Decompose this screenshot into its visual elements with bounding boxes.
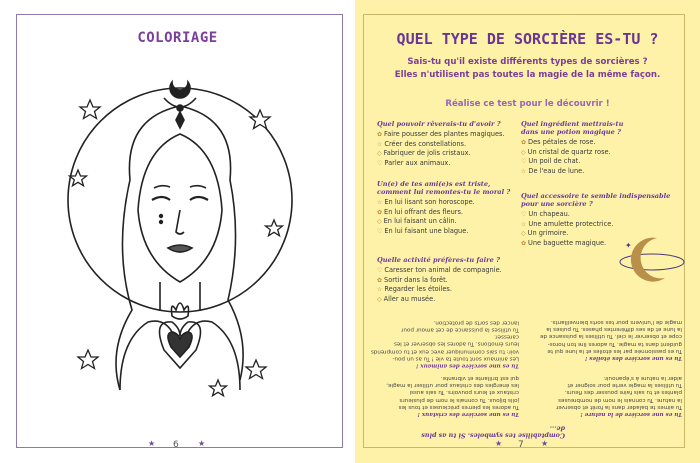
symbol-icon: ◇ (521, 230, 526, 238)
symbol-icon: ◇ (521, 148, 526, 156)
symbol-icon: ✿ (521, 239, 527, 247)
page-number-star-icon: ★ (198, 439, 206, 448)
symbol-icon: ☆ (377, 199, 383, 206)
answer-block: Tu es une sorcière de la nature ! Tu aimes te balader dans la forêt et observer la nature. Tu connais le nom de nombreuses plantes et tu sais faire pousser des fleurs. Tu utilises la magie verte pour soigner et aider la nature à s'épanouir. (527, 374, 682, 417)
symbol-icon: ◇ (377, 295, 382, 303)
quiz-title: QUEL TYPE DE SORCIÈRE ES-TU ? (396, 30, 659, 48)
option-item: ✿ Des pétales de rose. (521, 138, 596, 146)
option-item: ♡ Caresser ton animal de compagnie. (377, 266, 502, 274)
answer-heading: Tu es une sorcière de la nature ! (580, 411, 682, 418)
answer-heading: Tu es une sorcière des animaux ! (415, 362, 519, 369)
page-number-star-icon: ★ (541, 439, 549, 448)
question-heading: Quel accessoire te semble indispensable pour une sorcière ? (521, 192, 671, 208)
answer-heading: Tu es une sorcière des étoiles ! (584, 355, 682, 362)
option-item: ☆ En lui lisant son horoscope. (377, 198, 475, 206)
symbol-icon: ✿ (377, 208, 383, 216)
question-heading: Un(e) de tes ami(e)s est triste, comment lui remontes-tu le moral ? (377, 180, 511, 196)
symbol-icon: ✿ (377, 131, 383, 138)
right-page (355, 0, 700, 463)
answer-heading: Tu es une sorcière des cristaux ! (417, 411, 519, 418)
option-item: ☆ Créer des constellations. (377, 139, 467, 148)
symbol-icon: ✿ (377, 276, 383, 284)
answer-block: Tu es une sorcière des animaux ! Les animaux sont toute ta vie ! Tu as un pou- voir: tu sais communiquer avec eux et tu comprends leurs émotions. Tu adores les observer et les caresser. Tu utilises la puissance de cet amour pour lancer des sorts de protection. (370, 319, 519, 369)
svg-text:✦: ✦ (625, 241, 632, 250)
option-item: ☆ Une amulette protectrice. (521, 219, 614, 228)
symbol-icon: ☆ (377, 140, 383, 148)
symbol-icon: ♡ (377, 227, 383, 235)
coloring-title: COLORIAGE (137, 30, 218, 46)
answer-block: Tu es une sorcière des étoiles ! Tu es passionnée par les étoiles et la lune qui te guident dans ta magie. Tu adores lire ton horos- cope et observer le ciel. Tu utilises la puissance de la lune et de ses différentes phases. Tu puises la magie de l'univers pour tes sorts bienveillants. (527, 318, 682, 361)
option-item: ♡ Parler aux animaux. (377, 158, 451, 167)
option-item: ☆ Regarder les étoiles. (377, 285, 452, 294)
question-options (377, 266, 502, 304)
symbol-icon: ✿ (521, 139, 527, 146)
option-item: ◇ Un grimoire. (521, 229, 569, 238)
question-options (521, 210, 613, 248)
symbol-icon: ♡ (521, 158, 527, 166)
question-options (377, 198, 475, 236)
option-item: ☆ De l'eau de lune. (521, 166, 585, 175)
option-item: ✿ Sortir dans la forêt. (377, 275, 448, 284)
option-item: ✿ En lui offrant des fleurs. (377, 207, 464, 216)
symbol-icon: ◇ (377, 218, 382, 226)
question-heading: Quel pouvoir rêverais-tu d'avoir ? (377, 120, 501, 128)
crescent-moon-icon (617, 232, 687, 292)
option-item: ✿ Une baguette magique. (521, 238, 607, 247)
left-page-number: 6 (173, 440, 179, 450)
question-options (521, 138, 611, 176)
symbol-icon: ☆ (521, 220, 527, 228)
option-item: ◇ Un cristal de quartz rose. (521, 147, 611, 156)
question-options (377, 130, 505, 168)
question-heading: Quel ingrédient mettrais-tu dans une potion magique ? (521, 120, 624, 136)
symbol-icon: ☆ (377, 286, 383, 294)
symbol-icon: ♡ (377, 267, 383, 274)
option-item: ♡ Un poil de chat. (521, 157, 581, 166)
page-number-star-icon: ★ (495, 439, 503, 448)
symbol-icon: ♡ (377, 159, 383, 167)
question-heading: Quelle activité préfères-tu faire ? (377, 256, 500, 264)
intro-line: Sais-tu qu'il existe différents types de sorcières ? (407, 57, 648, 67)
option-item: ◇ Fabriquer de jolis cristaux. (377, 149, 471, 158)
symbol-icon: ◇ (377, 150, 382, 158)
page-number-star-icon: ★ (148, 439, 156, 448)
option-item: ♡ Un chapeau. (521, 210, 570, 218)
symbol-icon: ♡ (521, 211, 527, 218)
option-item: ♡ En lui faisant une blague. (377, 226, 469, 235)
quiz-call-to-action: Réalise ce test pour le découvrir ! (445, 99, 610, 109)
intro-line: Elles n'utilisent pas toutes la magie de la même façon. (394, 70, 661, 80)
option-item: ◇ En lui faisant un câlin. (377, 217, 457, 226)
option-item: ✿ Faire pousser des plantes magiques. (377, 130, 505, 138)
symbol-icon: ☆ (521, 167, 527, 175)
answer-block: Tu es une sorcière des cristaux ! Tu adores les pierres précieuses et tous les jolis bijoux. Tu connais le nom de plusieurs cristaux et leurs pouvoirs. Tu sais aussi les énergies des cristaux pour utiliser la magie, qui est brillante et vibrante. (369, 374, 519, 417)
witch-coloring-illustration (60, 60, 300, 430)
option-item: ◇ Aller au musée. (377, 294, 436, 303)
answers-footer: Comptabilise tes symboles. Si tu as plus de... (421, 424, 565, 440)
right-page-number: 7 (518, 440, 524, 450)
quiz-intro (375, 56, 680, 82)
